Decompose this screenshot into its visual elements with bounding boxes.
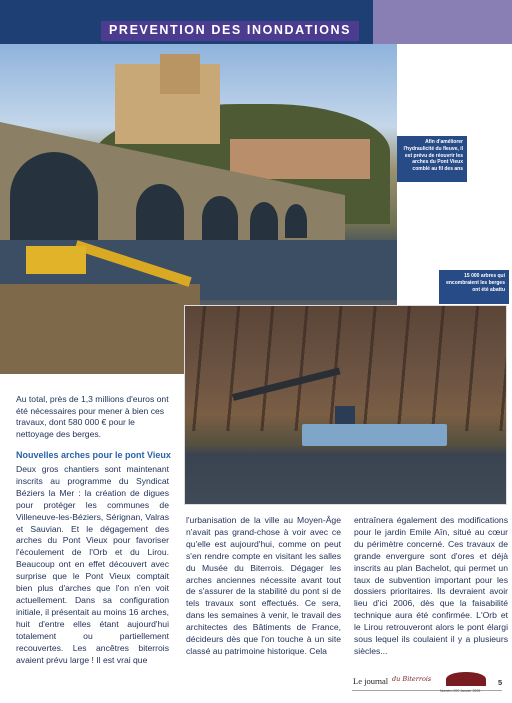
bridge-photo-caption: Afin d'améliorer l'hydraulicité du fleuve, il est prévu de réouvrir les arches du Pont Vieux comblé au fil des ans [397,136,467,182]
footer-issue: Numéro 000 Janvier 2005 [440,689,481,693]
photo-bridge-arch [250,202,278,240]
photo-bridge-arch [10,152,98,240]
photo-cathedral-tower [160,54,200,94]
photo-barge [302,424,447,446]
article-column-3: entraînera également des modifications pour le jardin Emile Aîn, situé au cœur du périmètre concerné. Ces travaux de grande envergure sont d'ores et déjà inscrits au plan Bachelot, qui permet un taux de subvention important pour les dossiers prioritaires. Ils devraient avoir lieu d'ici 2006, dès que la faisabilité technique aura été confirmée. L'Orb et le Lirou retrouveront alors le pont élargi sous lequel ils coulaient il y a plusieurs siècles... [354,515,508,656]
photo-bridge-arch [136,184,184,240]
section-title: PREVENTION DES INONDATIONS [101,21,359,41]
article-column-1: Deux gros chantiers sont maintenant inscrits au programme du Syndicat Béziers la Mer : la création de digues pour protéger les communes de Villeneuve-les-Béziers, Sérignan, Valras et Sauvian. Et le dégagement des arches du Pont Vieux pour favoriser l'écoulement de l'Orb et du Lirou. Beaucoup ont en effet découvert avec surprise que le Pont Vieux comptait bien plus d'arches que l'on n'en voit actuellement. Dans sa configuration initiale, il présentait au moins 16 arches, huit d'entre elles étant aujourd'hui totalement ou partiellement recouvertes. Les ancêtres biterrois avaient prévu large ! Il est vrai que [16,464,169,665]
footer-journal-name: Le journal [353,676,389,686]
article-column-2: l'urbanisation de la ville au Moyen-Âge n'avait pas grand-chose à voir avec ce qu'elle est aujourd'hui, comme on peut s'en rendre compte en visitant les salles du Musée du Biterrois. Dégager les arches anciennes nécessite avant tout de s'assurer de la stabilité du pont si de tels travaux sont effectués. Ce sera, dans les semaines à venir, le travail des architectes des Bâtiments de France, décideurs dès que l'on touche à un site classé au patrimoine historique. Cela [186,515,341,656]
photo-bridge-arch [285,204,307,238]
riverbank-clearing-photo [184,305,507,505]
journal-logo-icon [446,672,486,686]
photo-bridge-arch [202,196,238,240]
top-banner-accent [373,0,512,44]
photo-riverbank [0,284,200,374]
footer-journal-suffix: du Biterrois [392,675,432,683]
article-subhead: Nouvelles arches pour le pont Vieux [16,450,171,460]
photo-houses [230,139,370,179]
article-intro: Au total, près de 1,3 millions d'euros ont été nécessaires pour mener à bien ces travaux, dont 580 000 € pour le nettoyage des berges. [16,394,169,439]
photo-excavator [26,246,86,274]
trees-photo-caption: 15 000 arbres qui encombraient les berges ont été abattu [439,270,509,304]
page-number: 5 [498,678,503,687]
photo-crane-cabin [335,406,355,426]
